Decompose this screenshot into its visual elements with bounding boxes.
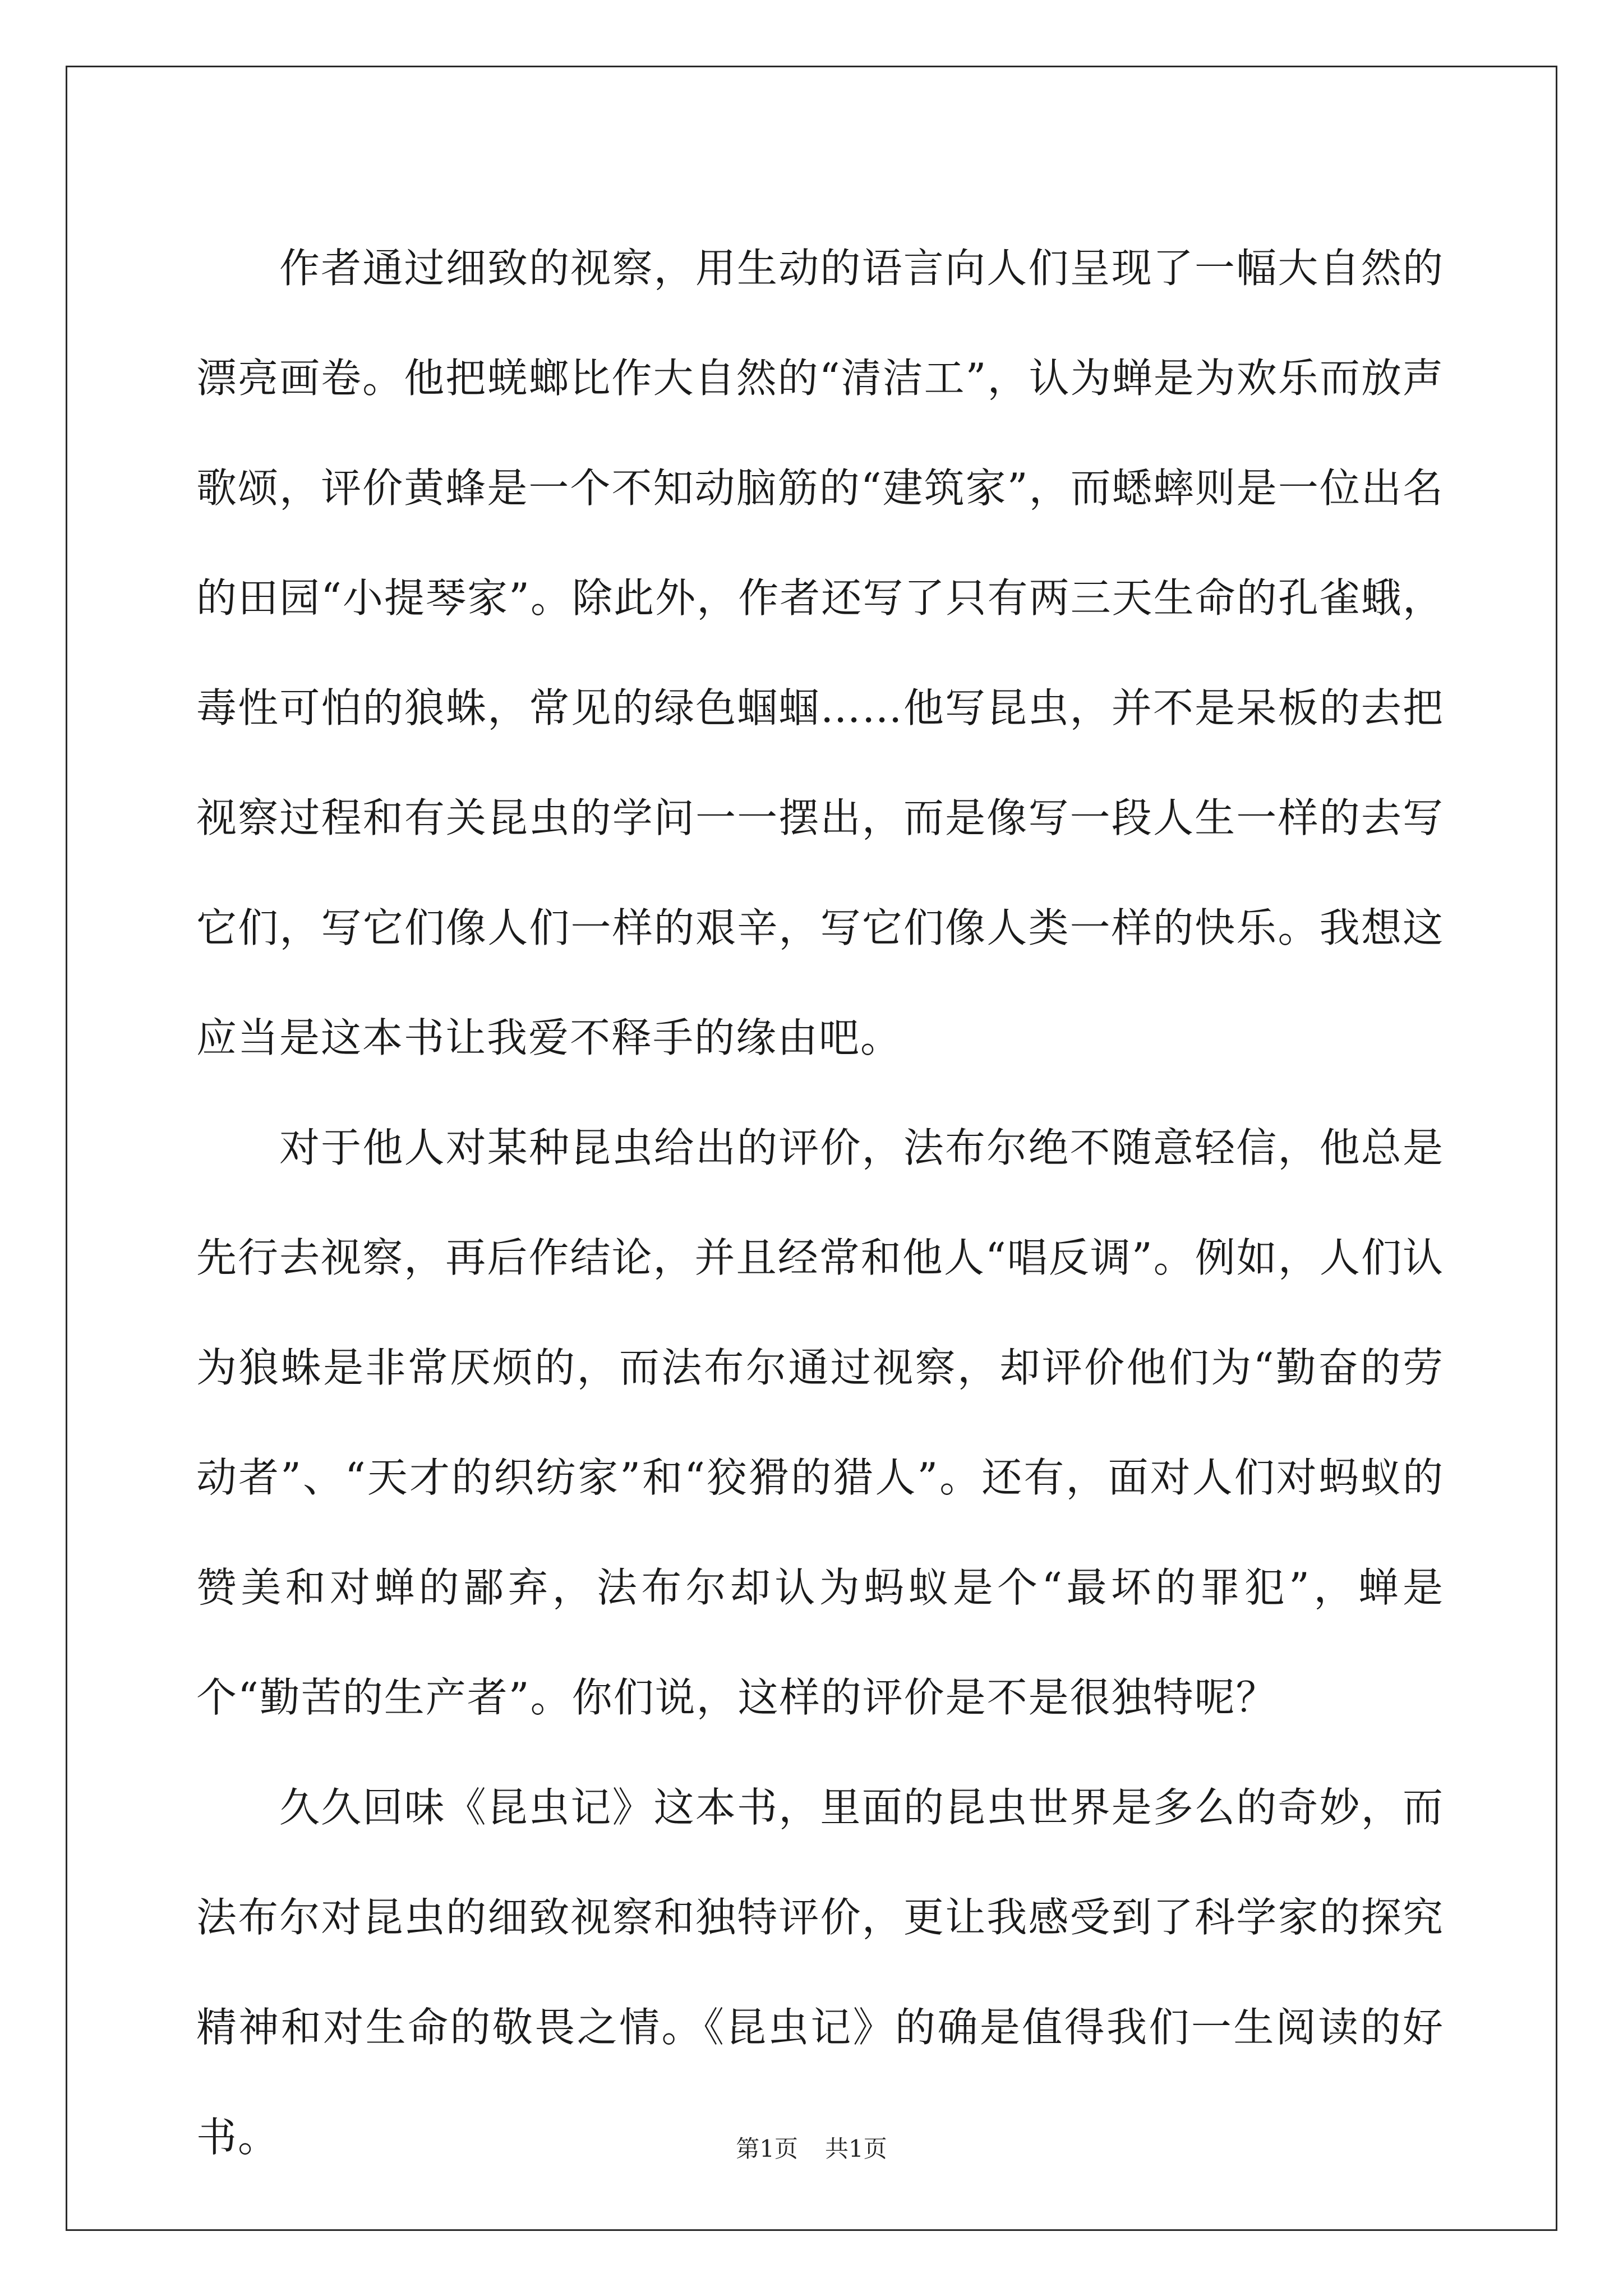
page-number: 第1页 [736,2135,798,2162]
page-total: 共1页 [825,2135,887,2162]
paragraph: 作者通过细致的视察，用生动的语言向人们呈现了一幅大自然的漂亮画卷。他把蜣螂比作大自然的“清洁工”，认为蝉是为欢乐而放声歌颂，评价黄蜂是一个不知动脑筋的“建筑家”，而蟋蟀则是一位出名的田园“小提琴家”。除此外，作者还写了只有两三天生命的孔雀蛾，毒性可怕的狼蛛，常见的绿色蝈蝈……他写昆虫，并不是呆板的去把视察过程和有关昆虫的学问一一摆出，而是像写一段人生一样的去写它们，写它们像人们一样的艰辛，写它们像人类一样的快乐。我想这应当是这本书让我爱不释手的缘由吧。 [196,245,1444,1061]
paragraph: 久久回味《昆虫记》这本书，里面的昆虫世界是多么的奇妙，而法布尔对昆虫的细致视察和独特评价，更让我感受到了科学家的探究精神和对生命的敬畏之情。《昆虫记》的确是值得我们一生阅读的好书。 [196,1784,1444,2161]
page-footer [0,2131,1623,2164]
paragraph: 对于他人对某种昆虫给出的评价，法布尔绝不随意轻信，他总是先行去视察，再后作结论，并且经常和他人“唱反调”。例如，人们认为狼蛛是非常厌烦的，而法布尔通过视察，却评价他们为“勤奋的劳动者”、“天才的织纺家”和“狡猾的猎人”。还有，面对人们对蚂蚁的赞美和对蝉的鄙弃，法布尔却认为蚂蚁是个“最坏的罪犯”，蝉是个“勤苦的生产者”。你们说，这样的评价是不是很独特呢？ [196,1124,1444,1721]
document-body [196,213,1444,2192]
